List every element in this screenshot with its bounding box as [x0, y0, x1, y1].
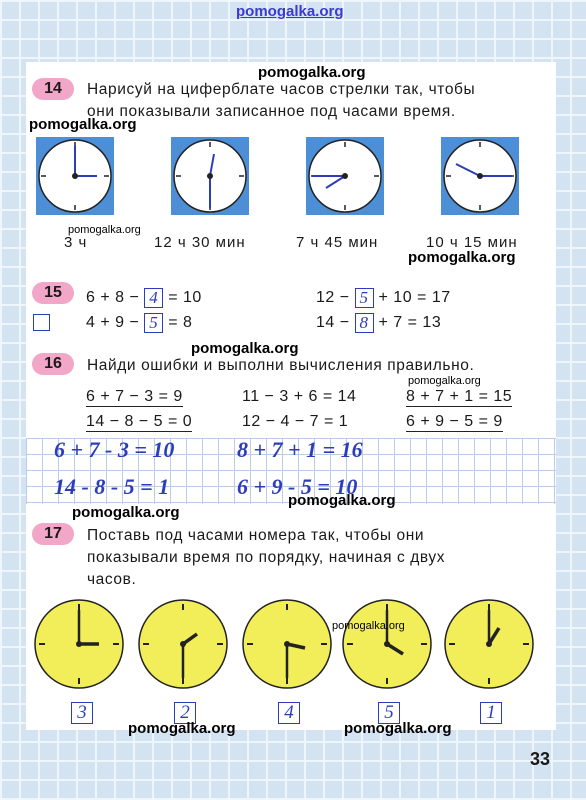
watermark: pomogalka.org	[72, 504, 180, 521]
task-17-text-line3: часов.	[87, 571, 137, 588]
task-16-number: 16	[32, 353, 74, 375]
task-17-text-line1: Поставь под часами номера так, чтобы они	[87, 527, 425, 544]
clock-3h	[36, 137, 114, 215]
watermark: pomogalka.org	[68, 224, 141, 236]
task-17-number: 17	[32, 523, 74, 545]
expression: 8 + 7 + 1 = 15	[406, 388, 513, 405]
task-15-number: 15	[32, 282, 74, 304]
answer-box[interactable]: 5	[355, 288, 374, 308]
expression: 12 − 4 − 7 = 1	[242, 413, 349, 430]
yellow-clock	[445, 600, 533, 688]
expression: 6 + 9 − 5 = 9	[406, 413, 503, 430]
handwritten-answer: 14 - 8 - 5 = 1	[54, 474, 170, 499]
expression: 14 − 8 − 5 = 0	[86, 413, 193, 430]
watermark: pomogalka.org	[191, 340, 299, 357]
answer-box[interactable]: 4	[144, 288, 163, 308]
task-17-clocks	[0, 596, 586, 706]
time-label: 3 ч	[64, 234, 88, 251]
page-number: 33	[529, 749, 550, 769]
clock-12h30	[171, 137, 249, 215]
equation: 12 − 5 + 10 = 17	[316, 288, 451, 307]
answer-box[interactable]: 5	[144, 313, 163, 333]
yellow-clock	[35, 600, 123, 688]
expression: 11 − 3 + 6 = 14	[242, 388, 357, 405]
equation: 6 + 8 − 4 = 10	[86, 288, 202, 307]
checkbox-square[interactable]	[33, 314, 50, 331]
task-14-text-line1: Нарисуй на циферблате часов стрелки так, чтобы	[87, 81, 476, 98]
equation: 14 − 8 + 7 = 13	[316, 313, 442, 332]
task-14-number: 14	[32, 78, 74, 100]
clock-order-box[interactable]: 3	[71, 702, 93, 724]
watermark: pomogalka.org	[344, 720, 452, 737]
watermark: pomogalka.org	[128, 720, 236, 737]
clock-7h45	[306, 137, 384, 215]
handwritten-answer: 8 + 7 + 1 = 16	[237, 437, 363, 462]
watermark-top[interactable]: pomogalka.org	[236, 3, 344, 20]
watermark: pomogalka.org	[332, 620, 405, 632]
yellow-clock	[343, 600, 431, 688]
expression: 6 + 7 − 3 = 9	[86, 388, 183, 405]
clock-order-box[interactable]: 4	[278, 702, 300, 724]
task-16-text: Найди ошибки и выполни вычисления правильно.	[87, 357, 475, 374]
task-17-text-line2: показывали время по порядку, начиная с двух	[87, 549, 446, 566]
time-label: 7 ч 45 мин	[296, 234, 379, 251]
clock-order-box[interactable]: 5	[378, 702, 400, 724]
task-14-text-line2: они показывали записанное под часами время.	[87, 103, 456, 120]
answer-box[interactable]: 8	[355, 313, 374, 333]
equation: 4 + 9 − 5 = 8	[86, 313, 193, 332]
yellow-clock	[139, 600, 227, 688]
watermark: pomogalka.org	[258, 64, 366, 81]
handwritten-answer: 6 + 7 - 3 = 10	[54, 437, 175, 462]
yellow-clock	[243, 600, 331, 688]
time-label: 10 ч 15 мин	[426, 234, 518, 251]
clock-order-box[interactable]: 2	[174, 702, 196, 724]
watermark: pomogalka.org	[29, 116, 137, 133]
handwritten-answer: 6 + 9 - 5 = 10	[237, 474, 358, 499]
watermark: pomogalka.org	[288, 492, 396, 509]
time-label: 12 ч 30 мин	[154, 234, 246, 251]
watermark: pomogalka.org	[408, 375, 481, 387]
watermark: pomogalka.org	[408, 249, 516, 266]
clock-10h15	[441, 137, 519, 215]
clock-order-box[interactable]: 1	[480, 702, 502, 724]
